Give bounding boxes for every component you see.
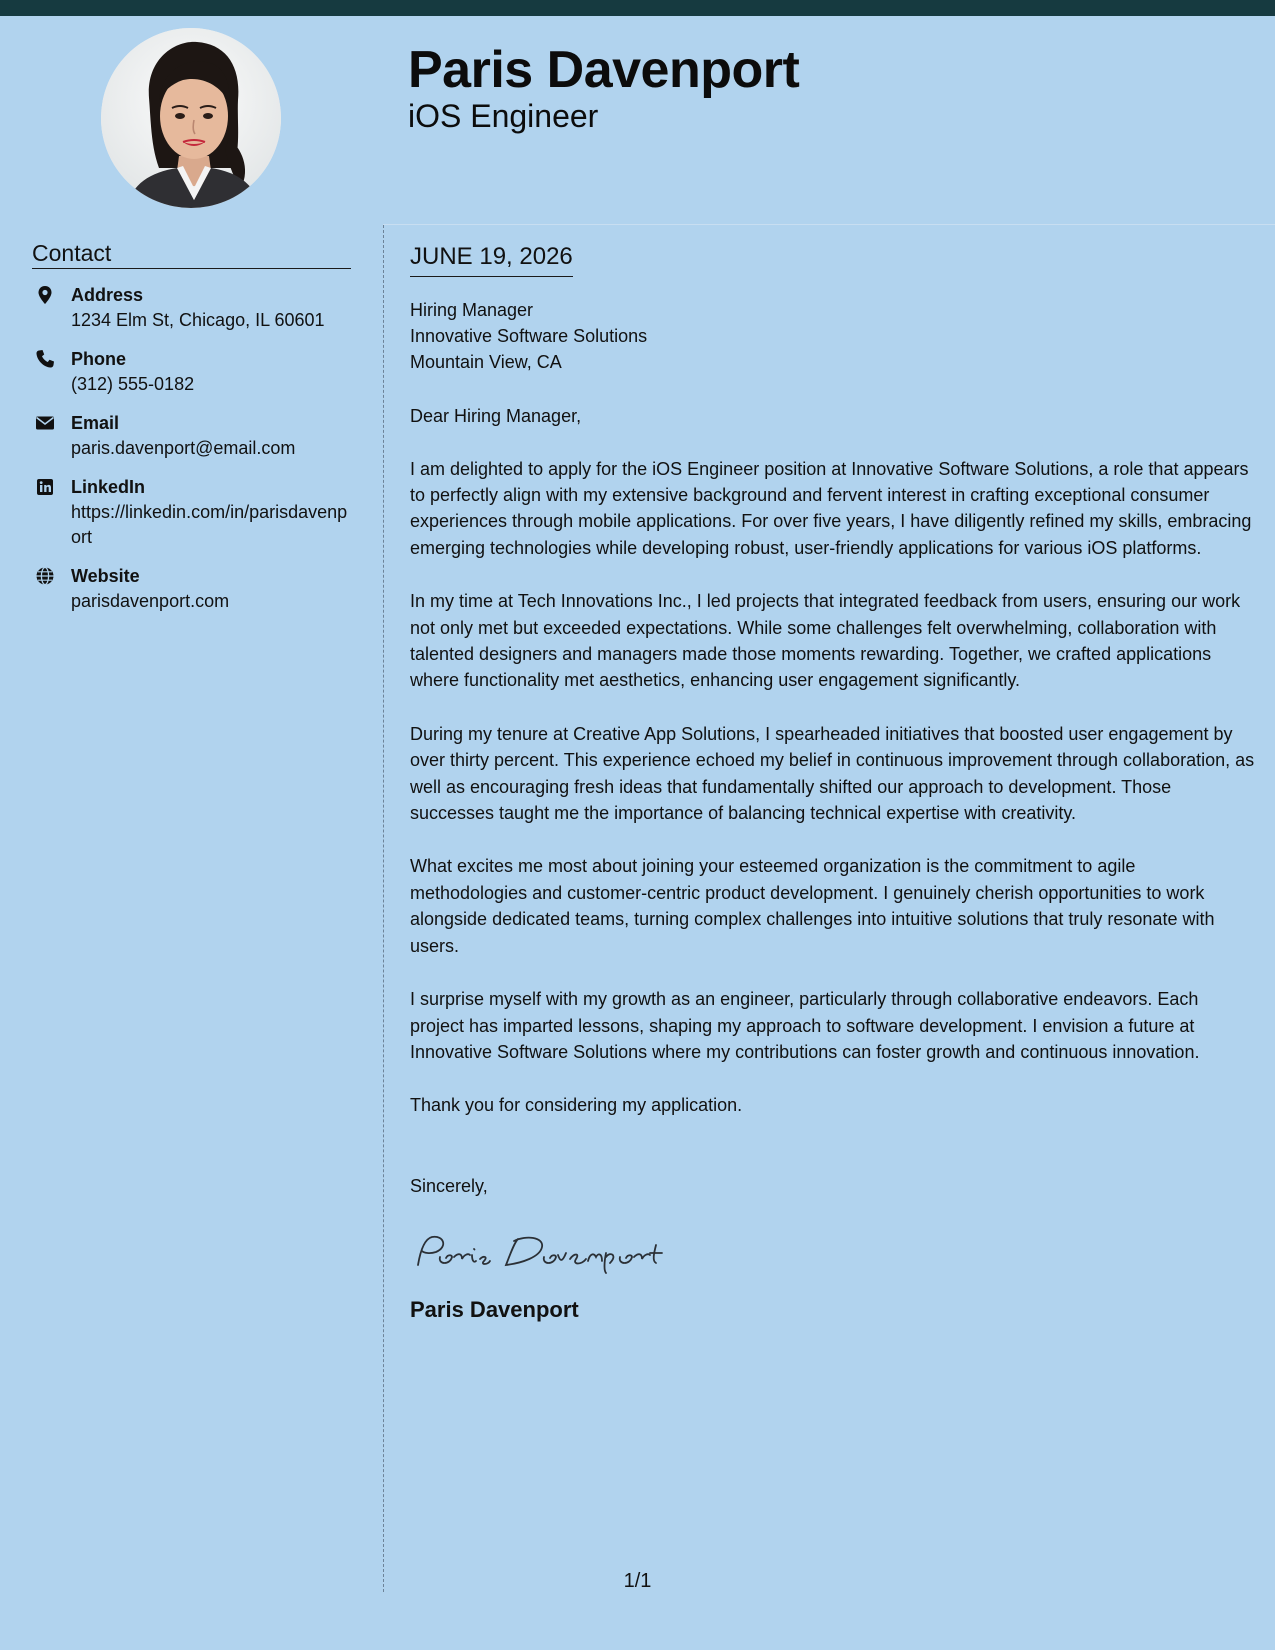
letter-paragraph: I surprise myself with my growth as an engineer, particularly through collaborative endeavors. Each project has imparted lessons, shaping my approach to software development. I envision a future at Innovative Software Solutions where my contributions can foster growth and continuous innovation. — [410, 989, 1200, 1062]
letter-date: JUNE 19, 2026 — [410, 243, 573, 277]
portrait-image — [101, 28, 281, 208]
recipient-company: Innovative Software Solutions — [410, 325, 648, 346]
recipient-name: Hiring Manager — [410, 299, 534, 320]
recipient-location: Mountain View, CA — [410, 351, 562, 372]
letter-paragraph: What excites me most about joining your esteemed organization is the commitment to agile methodologies and customer-centric product development. I genuinely cherish opportunities to work alongside dedicated teams, turning complex challenges into intuitive solutions that truly resonate with users. — [410, 856, 1215, 956]
envelope-icon — [35, 413, 55, 433]
contact-label: Website — [71, 566, 140, 587]
handwritten-signature — [410, 1227, 1255, 1275]
closing-line: Sincerely, — [410, 1175, 488, 1196]
contact-item-website — [32, 564, 351, 614]
thanks-line: Thank you for considering my application. — [410, 1095, 743, 1116]
phone-value[interactable]: (312) 555-0182 — [71, 374, 195, 395]
linkedin-value[interactable]: https://linkedin.com/in/parisdavenport — [71, 502, 348, 548]
recipient-block — [410, 297, 1255, 375]
email-value[interactable]: paris.davenport@email.com — [71, 438, 296, 459]
letter-paragraph: During my tenure at Creative App Solutions, I spearheaded initiatives that boosted user engagement by over thirty percent. This experience echoed my belief in continuous improvement through collaboration, as well as encouraging fresh ideas that fundamentally shifted our approach to development. Those successes taught me the importance of balancing technical expertise with creativity. — [410, 723, 1255, 824]
contact-item-address — [32, 283, 351, 333]
contact-sidebar — [32, 240, 351, 628]
contact-item-phone — [32, 347, 351, 397]
candidate-title: iOS Engineer — [408, 98, 599, 135]
candidate-name: Paris Davenport — [408, 41, 800, 99]
letter-paragraph: In my time at Tech Innovations Inc., I led projects that integrated feedback from users, ensuring our work not only met but exceeded expectations. While some challenges felt overwhelming, collaboration with talented designers and managers made those moments rewarding. Together, we crafted applications where functionality met aesthetics, enhancing user engagement significantly. — [410, 591, 1241, 691]
salutation: Dear Hiring Manager, — [410, 405, 582, 426]
signer-name: Paris Davenport — [410, 1296, 579, 1322]
page-number-text: 1/1 — [623, 1570, 652, 1592]
website-value[interactable]: parisdavenport.com — [71, 591, 230, 612]
contact-label: Phone — [71, 349, 127, 370]
map-pin-icon — [35, 285, 55, 305]
globe-icon — [35, 566, 55, 586]
contact-label: Email — [71, 413, 120, 434]
page-number — [0, 1570, 1275, 1593]
header — [408, 42, 799, 134]
linkedin-icon — [35, 477, 55, 497]
contact-label: Address — [71, 285, 144, 306]
signature-image — [410, 1227, 680, 1275]
letter-body — [410, 243, 1255, 1323]
contact-heading: Contact — [32, 240, 351, 269]
top-accent-bar — [0, 0, 1275, 16]
contact-label: LinkedIn — [71, 477, 146, 498]
profile-photo — [101, 28, 281, 208]
header-divider — [383, 224, 1275, 225]
address-value: 1234 Elm St, Chicago, IL 60601 — [71, 310, 325, 331]
column-divider — [383, 225, 384, 1592]
contact-item-email — [32, 411, 351, 461]
letter-paragraph: I am delighted to apply for the iOS Engineer position at Innovative Software Solutions, a role that appears to perfectly align with my extensive background and fervent interest in crafting exceptional consumer experiences through mobile applications. For over five years, I have diligently refined my skills, embracing emerging technologies while developing robust, user-friendly applications for various iOS platforms. — [410, 458, 1252, 558]
contact-item-linkedin — [32, 475, 351, 550]
phone-icon — [35, 349, 55, 369]
